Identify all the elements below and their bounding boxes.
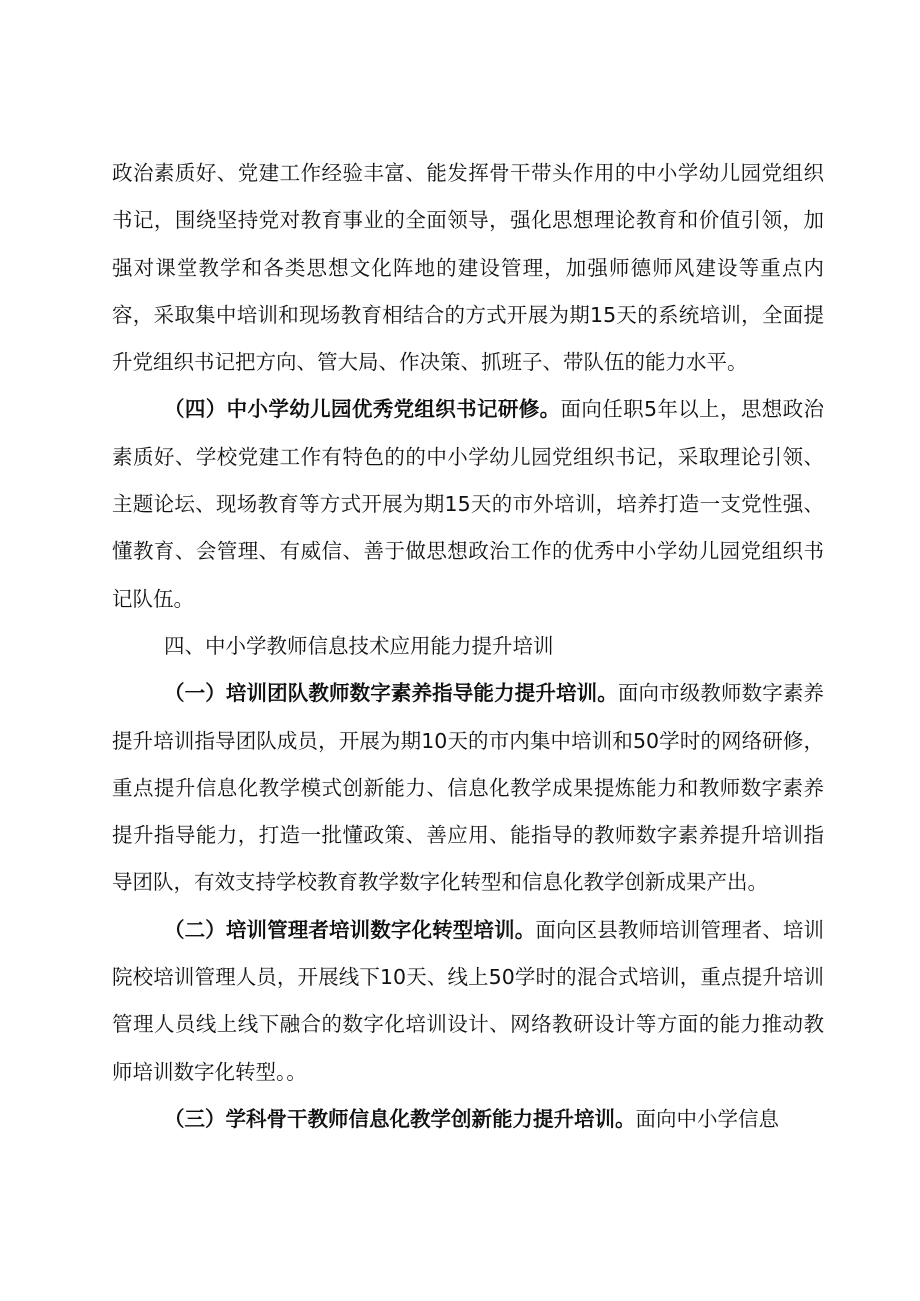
section-heading-4: （四）中小学幼儿园优秀党组织书记研修。: [164, 397, 561, 422]
section-heading-2: （二）培训管理者培训数字化转型培训。: [164, 917, 536, 942]
section-heading-1: （一）培训团队教师数字素养指导能力提升培训。: [164, 681, 618, 706]
paragraph-party-secretary-training-continued: [112, 150, 824, 386]
paragraph-subject-teacher-innovation: [112, 1096, 824, 1143]
paragraph-text: 政治素质好、党建工作经验丰富、能发挥骨干带头作用的中小学幼儿园党组织书记，围绕坚持党对教育事业的全面领导，强化思想理论教育和价值引领，加强对课堂教学和各类思想文化阵地的建设管理，加强师德师风建设等重点内容，采取集中培训和现场教育相结合的方式开展为期15天的系统培训，全面提升党组织书记把方向、管大局、作决策、抓班子、带队伍的能力水平。: [112, 161, 824, 375]
paragraph-text: 面向区县教师培训管理者、培训院校培训管理人员，开展线下10天、线上50学时的混合式培训，重点提升培训管理人员线上线下融合的数字化培训设计、网络教研设计等方面的能力推动教师培训数字化转型。。: [112, 917, 825, 1084]
paragraph-training-manager-digital-transformation: [112, 907, 824, 1096]
paragraph-excellent-party-secretary-study: [112, 386, 824, 622]
paragraph-text: 面向任职5年以上，思想政治素质好、学校党建工作有特色的的中小学幼儿园党组织书记，采取理论引领、主题论坛、现场教育等方式开展为期15天的市外培训，培养打造一支党性强、懂教育、会管理、有威信、善于做思想政治工作的优秀中小学幼儿园党组织书记队伍。: [112, 397, 825, 611]
section-title-it-training: [112, 623, 824, 670]
section-heading-3: （三）学科骨干教师信息化教学创新能力提升培训。: [164, 1106, 636, 1131]
paragraph-training-team-digital-literacy: [112, 670, 824, 906]
paragraph-text: 面向市级教师数字素养提升培训指导团队成员，开展为期10天的市内集中培训和50学时的网络研修，重点提升信息化教学模式创新能力、信息化教学成果提炼能力和教师数字素养提升指导能力，打造一批懂政策、善应用、能指导的教师数字素养提升培训指导团队，有效支持学校教育教学数字化转型和信息化教学创新成果产出。: [112, 681, 825, 895]
document-body: [112, 150, 824, 1143]
section-title-text: 四、中小学教师信息技术应用能力提升培训: [164, 633, 554, 658]
paragraph-text: 面向中小学信息: [635, 1106, 779, 1131]
